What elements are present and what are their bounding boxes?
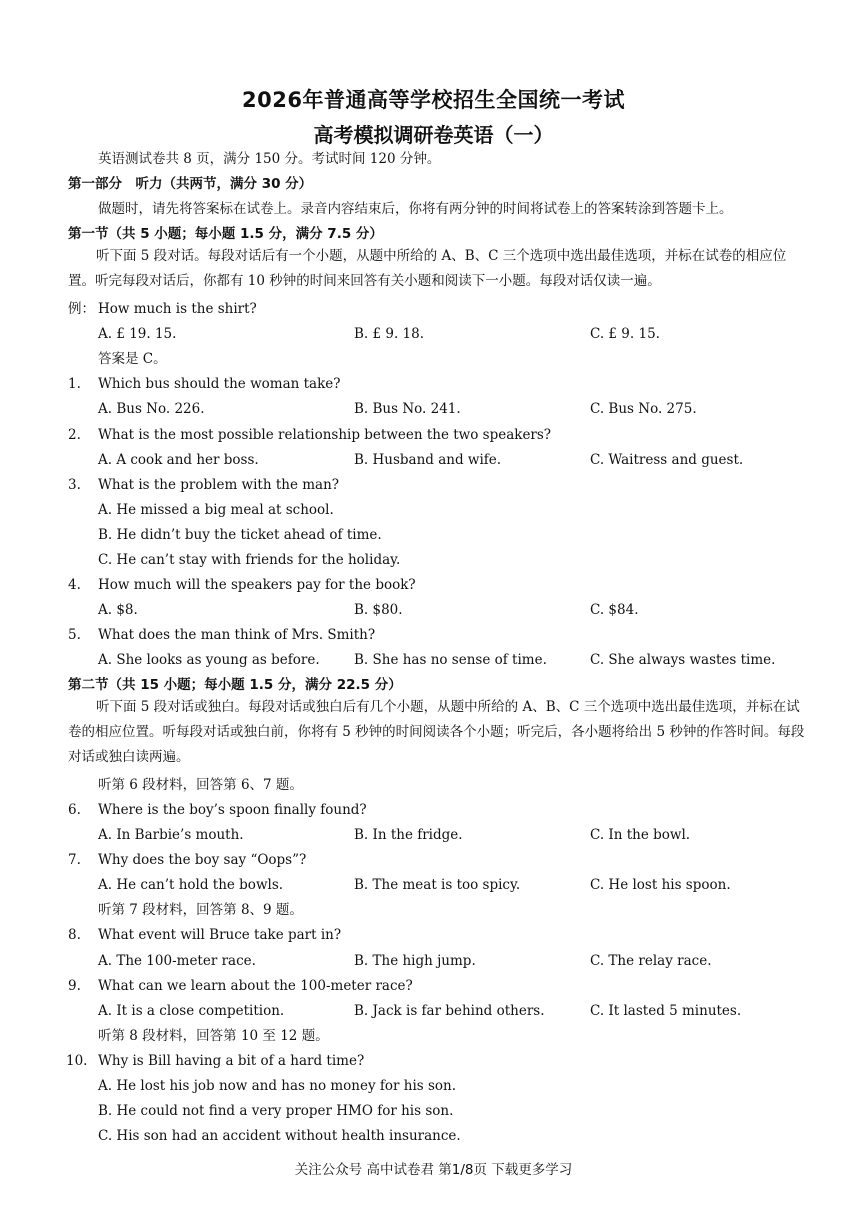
q9-option-a: A. It is a close competition.: [98, 1003, 285, 1019]
page-footer: 关注公众号 高中试卷君 第1/8页 下载更多学习: [294, 1162, 573, 1178]
q8-option-b: B. The high jump.: [354, 953, 476, 969]
section2-heading: 第二节（共 15 小题；每小题 1.5 分，满分 22.5 分）: [68, 677, 402, 693]
q7-text: Why does the boy say “Oops”?: [98, 852, 307, 868]
q9-text: What can we learn about the 100-meter race?: [98, 978, 413, 994]
q1-text: Which bus should the woman take?: [98, 376, 341, 392]
example-label: 例：: [68, 301, 95, 317]
q4-text: How much will the speakers pay for the book?: [98, 577, 416, 593]
q10-option-c: C. His son had an accident without health insurance.: [98, 1128, 461, 1144]
q1-option-a: A. Bus No. 226.: [98, 401, 205, 417]
q3-text: What is the problem with the man?: [98, 477, 340, 493]
q2-option-c: C. Waitress and guest.: [590, 452, 744, 468]
q5-text: What does the man think of Mrs. Smith?: [98, 627, 376, 643]
q3-option-a: A. He missed a big meal at school.: [98, 502, 334, 518]
q5-option-b: B. She has no sense of time.: [354, 652, 547, 668]
example-option-a: A. £ 19. 15.: [98, 326, 177, 342]
material-6-note: 听第 6 段材料，回答第 6、7 题。: [98, 777, 303, 793]
q4-number: 4.: [68, 577, 81, 593]
q10-number: 10.: [66, 1053, 88, 1069]
q6-text: Where is the boy’s spoon finally found?: [98, 802, 367, 818]
exam-subtitle: 高考模拟调研卷英语（一）: [313, 123, 554, 147]
q1-number: 1.: [68, 376, 81, 392]
q9-number: 9.: [68, 978, 81, 994]
q10-text: Why is Bill having a bit of a hard time?: [98, 1053, 365, 1069]
q10-option-b: B. He could not find a very proper HMO for his son.: [98, 1103, 454, 1119]
q8-option-c: C. The relay race.: [590, 953, 712, 969]
q4-option-a: A. $8.: [98, 602, 138, 618]
section1-instruction: 听下面 5 段对话。每段对话后有一个小题，从题中所给的 A、B、C 三个选项中选出最佳选项，并标在试卷的相应位置。听完每段对话后，你都有 10 秒钟的时间来回答有关小题和阅读下一小题。每段对话仅读一遍。: [68, 248, 787, 289]
example-option-c: C. £ 9. 15.: [590, 326, 660, 342]
q7-number: 7.: [68, 852, 81, 868]
q5-option-c: C. She always wastes time.: [590, 652, 776, 668]
exam-title: 2026年普通高等学校招生全国统一考试: [242, 88, 625, 112]
q6-number: 6.: [68, 802, 81, 818]
example-option-b: B. £ 9. 18.: [354, 326, 425, 342]
q5-number: 5.: [68, 627, 81, 643]
example-question: How much is the shirt?: [98, 301, 257, 317]
q9-option-c: C. It lasted 5 minutes.: [590, 1003, 742, 1019]
q7-option-a: A. He can’t hold the bowls.: [98, 877, 284, 893]
q1-option-b: B. Bus No. 241.: [354, 401, 461, 417]
part1-instruction: 做题时，请先将答案标在试卷上。录音内容结束后，你将有两分钟的时间将试卷上的答案转涂到答题卡上。: [98, 201, 733, 217]
q7-option-b: B. The meat is too spicy.: [354, 877, 521, 893]
section1-heading: 第一节（共 5 小题；每小题 1.5 分，满分 7.5 分）: [68, 226, 383, 242]
q8-option-a: A. The 100-meter race.: [98, 953, 256, 969]
material-8-note: 听第 8 段材料，回答第 10 至 12 题。: [98, 1028, 329, 1044]
q9-option-b: B. Jack is far behind others.: [354, 1003, 545, 1019]
q8-text: What event will Bruce take part in?: [98, 927, 342, 943]
material-7-note: 听第 7 段材料，回答第 8、9 题。: [98, 902, 303, 918]
q8-number: 8.: [68, 927, 81, 943]
q1-option-c: C. Bus No. 275.: [590, 401, 697, 417]
q10-option-a: A. He lost his job now and has no money for his son.: [98, 1078, 457, 1094]
q6-option-b: B. In the fridge.: [354, 827, 463, 843]
q4-option-b: B. $80.: [354, 602, 403, 618]
q2-option-b: B. Husband and wife.: [354, 452, 502, 468]
q7-option-c: C. He lost his spoon.: [590, 877, 731, 893]
q3-option-b: B. He didn’t buy the ticket ahead of time.: [98, 527, 382, 543]
q2-number: 2.: [68, 427, 81, 443]
q3-option-c: C. He can’t stay with friends for the holiday.: [98, 552, 401, 568]
q5-option-a: A. She looks as young as before.: [98, 652, 320, 668]
q2-option-a: A. A cook and her boss.: [98, 452, 259, 468]
example-answer: 答案是 C。: [98, 351, 167, 367]
q2-text: What is the most possible relationship between the two speakers?: [98, 427, 552, 443]
q4-option-c: C. $84.: [590, 602, 639, 618]
part1-heading: 第一部分 听力（共两节，满分 30 分）: [68, 176, 313, 192]
q3-number: 3.: [68, 477, 81, 493]
q6-option-c: C. In the bowl.: [590, 827, 691, 843]
q6-option-a: A. In Barbie’s mouth.: [98, 827, 244, 843]
exam-intro: 英语测试卷共 8 页，满分 150 分。考试时间 120 分钟。: [98, 151, 441, 167]
section2-instruction: 听下面 5 段对话或独白。每段对话或独白后有几个小题，从题中所给的 A、B、C 三个选项中选出最佳选项，并标在试卷的相应位置。听每段对话或独白前，你将有 5 秒钟的时间阅读各个小题；听完后，各小题将给出 5 秒钟的作答时间。每段对话或独白读两遍。: [68, 699, 805, 765]
